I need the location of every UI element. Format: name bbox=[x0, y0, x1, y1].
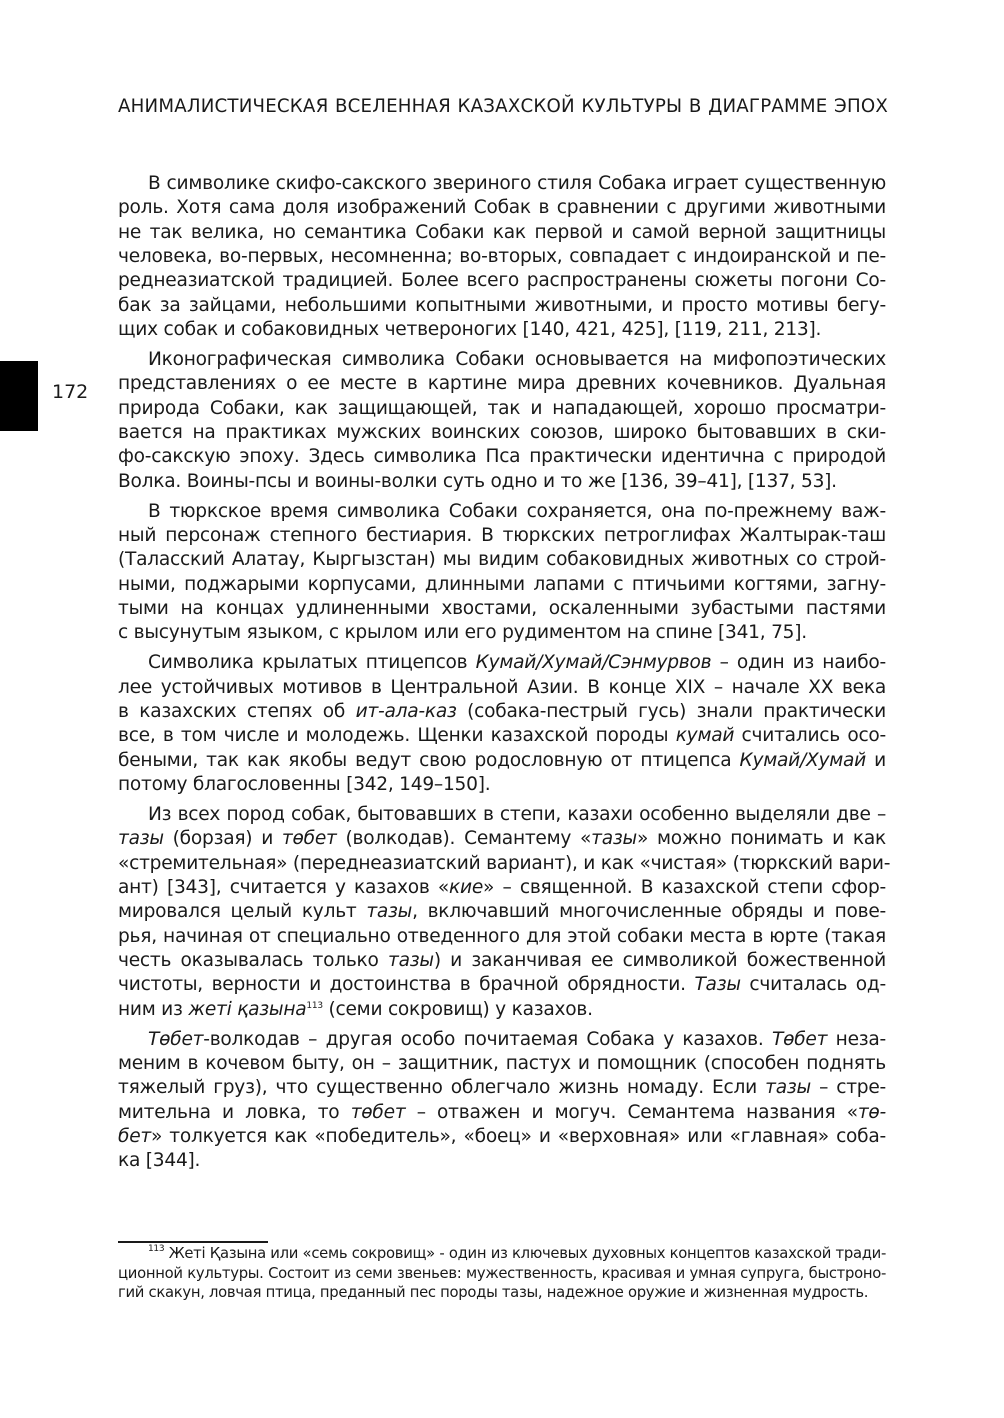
italic-term: тазы bbox=[118, 828, 164, 850]
text-run: ) и заканчивая ее символикой божественной bbox=[433, 950, 886, 972]
text-line bbox=[118, 269, 886, 293]
text-run: природа Собаки, как защищающей, так и нападающей, хорошо просматри- bbox=[118, 397, 886, 419]
paragraph bbox=[118, 500, 886, 646]
paragraph bbox=[118, 348, 886, 494]
text-run: ными, поджарыми корпусами, длинными лапами с птичьими когтями, загну- bbox=[118, 573, 886, 595]
text-line bbox=[118, 196, 886, 220]
text-line bbox=[118, 524, 886, 548]
text-run: бак за зайцами, небольшими копытными животными, и просто мотивы бегу- bbox=[118, 294, 886, 316]
text-run: мительна и ловка, то bbox=[118, 1101, 351, 1123]
text-line bbox=[118, 500, 886, 524]
text-run: с высунутым языком, с крылом или его рудиментом на спине [341, 75]. bbox=[118, 622, 807, 644]
footnote bbox=[118, 1244, 886, 1303]
text-run: » толкуется как «победитель», «боец» и «верховная» или «главная» соба- bbox=[151, 1126, 886, 1148]
text-run: человека, во-первых, несомненна; во-вторых, совпадает с индоиранской и пе- bbox=[118, 246, 886, 268]
text-line bbox=[118, 548, 886, 572]
text-line bbox=[118, 573, 886, 597]
text-line bbox=[118, 773, 886, 797]
text-line bbox=[118, 397, 886, 421]
text-line bbox=[118, 651, 886, 675]
text-line bbox=[118, 597, 886, 621]
text-run: меним в кочевом быту, он – защитник, пастух и помощник (способен поднять bbox=[118, 1053, 886, 1074]
italic-term: тө- bbox=[857, 1101, 886, 1123]
italic-term: тазы bbox=[591, 828, 637, 850]
text-run: ним из bbox=[118, 998, 189, 1020]
text-run: » можно понимать и как bbox=[636, 828, 886, 850]
footnote-marker: 113 bbox=[148, 1244, 165, 1254]
footnote-marker: 113 bbox=[306, 1000, 323, 1011]
paragraph bbox=[118, 651, 886, 797]
text-run: мировался целый культ bbox=[118, 901, 367, 923]
paragraph bbox=[118, 1028, 886, 1174]
text-run: » – священной. В казахской степи сфор- bbox=[483, 877, 886, 898]
text-line bbox=[118, 900, 886, 924]
text-line bbox=[118, 1101, 886, 1125]
italic-term: тазы bbox=[765, 1077, 811, 1099]
italic-term: бет bbox=[118, 1126, 151, 1148]
text-run: чистоты, верности и достоинства в брачной обрядности. bbox=[118, 974, 695, 996]
text-line bbox=[118, 1283, 886, 1303]
italic-term: кумай bbox=[675, 725, 735, 747]
italic-term: тазы bbox=[366, 901, 413, 923]
text-line bbox=[118, 676, 886, 700]
italic-term: төбет bbox=[281, 828, 337, 850]
italic-term: жеті қазына bbox=[188, 998, 307, 1020]
text-line bbox=[118, 1028, 886, 1052]
text-run: рья, начиная от специально отведенного для этой собаки места в юрте (такая bbox=[118, 925, 886, 947]
text-run: роль. Хотя сама доля изображений Собак в сравнении с другими животными bbox=[118, 197, 886, 219]
text-run: (волкодав). Семантему « bbox=[336, 828, 592, 850]
text-line bbox=[118, 1244, 886, 1264]
text-line bbox=[118, 749, 886, 773]
text-run: гий скакун, ловчая птица, преданный пес породы тазы, надежное оружие и жизненная мудрость. bbox=[118, 1284, 869, 1302]
text-line bbox=[118, 318, 886, 342]
page-edge-tab bbox=[0, 361, 38, 431]
italic-term: Төбет bbox=[148, 1028, 204, 1050]
text-line bbox=[118, 1052, 886, 1076]
text-run: (Таласский Алатау, Кыргызстан) мы видим собаковидных животных со строй- bbox=[118, 549, 886, 571]
text-run: честь оказывалась только bbox=[118, 950, 389, 972]
text-run: не так велика, но семантика Собаки как первой и самой верной защитницы bbox=[118, 221, 886, 243]
text-line bbox=[118, 445, 886, 469]
italic-term: ит-ала-каз bbox=[355, 701, 457, 722]
text-run: ант) [343], считается у казахов « bbox=[118, 877, 450, 898]
text-run: «стремительная» (переднеазиатский вариант), и как «чистая» (тюркский вари- bbox=[118, 852, 891, 874]
text-run: (борзая) и bbox=[163, 828, 282, 850]
text-run: беными, так как якобы ведут свою родословную от птицепса bbox=[118, 749, 740, 771]
text-run: В тюркское время символика Собаки сохраняется, она по-прежнему важ- bbox=[148, 500, 886, 522]
text-run: Иконографическая символика Собаки основывается на мифопоэтических bbox=[148, 349, 886, 370]
text-line bbox=[118, 949, 886, 973]
page-number: 172 bbox=[52, 381, 89, 403]
text-run: потому благословенны [342, 149–150]. bbox=[118, 774, 491, 796]
text-run: ка [344]. bbox=[118, 1150, 201, 1172]
italic-term: Төбет bbox=[771, 1028, 828, 1050]
paragraph bbox=[118, 172, 886, 342]
text-line bbox=[118, 724, 886, 748]
text-line bbox=[118, 1149, 886, 1173]
running-header: АНИМАЛИСТИЧЕСКАЯ ВСЕЛЕННАЯ КАЗАХСКОЙ КУЛЬТУРЫ В ДИАГРАММЕ ЭПОХ bbox=[118, 96, 888, 117]
text-line bbox=[118, 1264, 886, 1284]
text-run: представлениях о ее месте в картине мира древних кочевников. Дуальная bbox=[118, 373, 886, 395]
text-line bbox=[118, 925, 886, 949]
text-line bbox=[118, 852, 891, 876]
text-run: ционной культуры. Состоит из семи звеньев: мужественность, красивая и умная супруга, быстроно- bbox=[118, 1264, 886, 1282]
italic-term: төбет bbox=[350, 1101, 406, 1123]
text-run: – отважен и могуч. Семантема названия « bbox=[405, 1101, 858, 1123]
text-line bbox=[118, 470, 886, 494]
text-line bbox=[118, 1125, 886, 1149]
text-line bbox=[118, 172, 886, 196]
text-line bbox=[118, 372, 886, 396]
italic-term: Тазы bbox=[694, 974, 741, 996]
text-run: все, в том числе и молодежь. Щенки казахской породы bbox=[118, 725, 676, 747]
text-run: – стре- bbox=[810, 1077, 887, 1099]
text-line bbox=[118, 973, 886, 997]
text-run: щих собак и собаковидных четвероногих [140, 421, 425], [119, 211, 213]. bbox=[118, 319, 822, 341]
text-run: тыми на концах удлиненными хвостами, оскаленными зубастыми пастями bbox=[118, 598, 886, 620]
text-line bbox=[118, 803, 886, 827]
italic-term: тазы bbox=[388, 950, 434, 972]
text-run: неза- bbox=[827, 1028, 886, 1050]
text-line bbox=[118, 700, 886, 724]
text-line bbox=[118, 998, 886, 1022]
text-line bbox=[118, 1076, 886, 1100]
italic-term: кие bbox=[449, 877, 484, 898]
text-line bbox=[118, 348, 886, 372]
text-line bbox=[118, 245, 886, 269]
text-line bbox=[118, 221, 886, 245]
text-run: ный персонаж степного бестиария. В тюркских петроглифах Жалтырак-таш bbox=[118, 525, 886, 546]
text-run: Из всех пород собак, бытовавших в степи, казахи особенно выделяли две – bbox=[148, 803, 886, 825]
text-line bbox=[118, 294, 886, 318]
text-run: фо-сакскую эпоху. Здесь символика Пса практически идентична с природой bbox=[118, 446, 886, 468]
text-run: тяжелый груз), что существенно облегчало жизнь номаду. Если bbox=[118, 1077, 766, 1099]
paragraph bbox=[118, 803, 891, 1022]
text-run: – один из наибо- bbox=[711, 652, 886, 674]
text-run: реднеазиатской традицией. Более всего распространены сюжеты погони Со- bbox=[118, 270, 886, 292]
text-run: В символике скифо-сакского звериного стиля Собака играет существенную bbox=[148, 173, 886, 194]
text-run: , включавший многочисленные обряды и пове- bbox=[412, 901, 886, 923]
text-run: в казахских степях об bbox=[118, 701, 356, 722]
text-run: лее устойчивых мотивов в Центральной Азии. В конце XIX – начале XX века bbox=[118, 676, 886, 698]
text-run: Волка. Воины-псы и воины-волки суть одно и то же [136, 39–41], [137, 53]. bbox=[118, 470, 837, 492]
text-run: (собака-пестрый гусь) знали практически bbox=[456, 701, 886, 722]
italic-term: Кумай/Хумай/Сэнмурвов bbox=[475, 652, 712, 674]
text-run: (семи сокровищ) у казахов. bbox=[322, 998, 593, 1020]
text-run: Жеті Қазына или «семь сокровищ» - один из ключевых духовных концептов казахской тради- bbox=[164, 1245, 886, 1262]
text-run: считались осо- bbox=[734, 725, 886, 747]
footnote-rule bbox=[118, 1241, 268, 1243]
text-line bbox=[118, 621, 886, 645]
text-line bbox=[118, 876, 886, 900]
text-run: и bbox=[866, 749, 886, 771]
text-run: вается на практиках мужских воинских союзов, широко бытовавших в ски- bbox=[118, 422, 886, 444]
text-run: считалась од- bbox=[740, 974, 886, 996]
text-line bbox=[118, 827, 886, 851]
body-text bbox=[118, 172, 891, 1179]
text-run: Символика крылатых птицепсов bbox=[148, 652, 476, 674]
text-run: -волкодав – другая особо почитаемая Собака у казахов. bbox=[203, 1028, 772, 1050]
text-line bbox=[118, 421, 886, 445]
italic-term: Кумай/Хумай bbox=[739, 749, 866, 771]
